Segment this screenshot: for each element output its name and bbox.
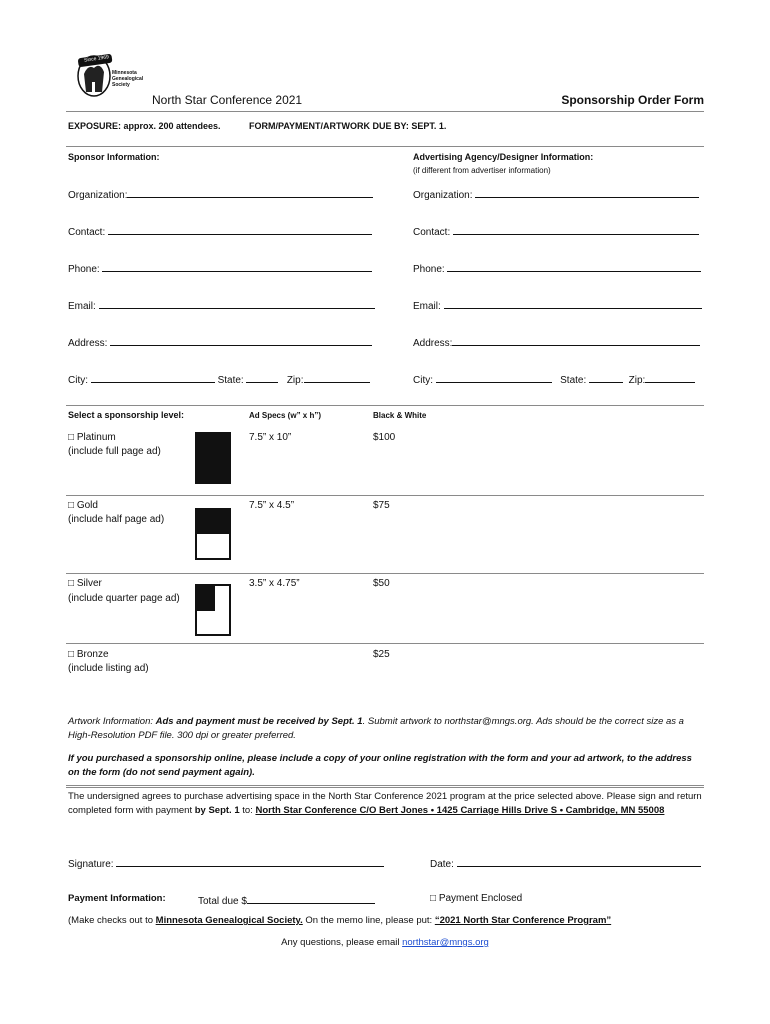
level-name: Silver bbox=[76, 578, 102, 589]
level-rule-3 bbox=[66, 643, 704, 644]
signature-line[interactable] bbox=[116, 856, 384, 867]
sponsor-address-field[interactable] bbox=[68, 335, 372, 349]
mailing-address: North Star Conference C/O Bert Jones • 1425 Carriage Hills Drive S • Cambridge, MN 55008 bbox=[255, 805, 665, 816]
agreement-to: to: bbox=[239, 805, 256, 816]
checks-mid: On the memo line, please put: bbox=[302, 915, 435, 926]
checks-payee: Minnesota Genealogical Society. bbox=[155, 915, 303, 926]
sponsor-city-field[interactable] bbox=[68, 372, 370, 386]
payment-enclosed-checkbox[interactable]: □ Payment Enclosed bbox=[430, 893, 523, 904]
checkbox-icon[interactable]: □ bbox=[68, 578, 75, 589]
sponsor-state-line[interactable] bbox=[246, 372, 278, 383]
ad-quarter-border bbox=[197, 586, 215, 611]
agreement-rule-top-2 bbox=[66, 787, 704, 788]
sponsor-city-line[interactable] bbox=[91, 372, 215, 383]
level-column-header: Select a sponsorship level: bbox=[68, 410, 185, 420]
agency-address-line[interactable] bbox=[452, 335, 700, 346]
agency-organization-label: Organization: bbox=[413, 190, 473, 201]
agreement-text bbox=[68, 790, 706, 818]
sponsor-contact-field[interactable] bbox=[68, 224, 372, 238]
exposure-text: EXPOSURE: approx. 200 attendees. bbox=[68, 121, 221, 131]
ad-size-diagram-half bbox=[195, 508, 231, 560]
sponsor-zip-label: Zip: bbox=[286, 375, 304, 386]
checks-prefix: (Make checks out to bbox=[68, 915, 156, 926]
level-specs: 3.5” x 4.75” bbox=[249, 578, 300, 589]
date-line[interactable] bbox=[457, 856, 701, 867]
sponsor-organization-label: Organization: bbox=[68, 190, 128, 201]
artwork-info bbox=[68, 715, 704, 743]
questions-text: Any questions, please email bbox=[281, 937, 403, 948]
agency-contact-line[interactable] bbox=[453, 224, 699, 235]
bw-column-header: Black & White bbox=[373, 411, 427, 420]
level-price: $50 bbox=[373, 578, 390, 589]
level-platinum[interactable] bbox=[68, 432, 116, 443]
artwork-prefix: Artwork Information: bbox=[68, 716, 156, 727]
agency-state-label: State: bbox=[560, 375, 587, 386]
agency-email-label: Email: bbox=[413, 301, 441, 312]
agency-phone-line[interactable] bbox=[447, 261, 701, 272]
agency-email-field[interactable] bbox=[413, 298, 702, 312]
sponsor-city-label: City: bbox=[68, 375, 88, 386]
agency-contact-field[interactable] bbox=[413, 224, 699, 238]
level-gold[interactable] bbox=[68, 500, 98, 511]
agency-address-field[interactable] bbox=[413, 335, 700, 349]
agency-city-line[interactable] bbox=[436, 372, 552, 383]
ad-size-diagram-quarter bbox=[195, 584, 231, 636]
level-name: Gold bbox=[76, 500, 98, 511]
logo-badge-text: Since 1969 bbox=[83, 54, 110, 64]
date-field[interactable] bbox=[430, 856, 701, 870]
sponsor-organization-field[interactable] bbox=[68, 187, 373, 201]
sponsor-organization-line[interactable] bbox=[127, 187, 373, 198]
level-note: (include full page ad) bbox=[68, 446, 161, 457]
agency-zip-label: Zip: bbox=[628, 375, 646, 386]
contact-email-link[interactable]: northstar@mngs.org bbox=[402, 937, 489, 948]
artwork-deadline: Ads and payment must be received by Sept. 1 bbox=[155, 716, 363, 727]
payment-label: Payment Information: bbox=[68, 893, 166, 904]
sponsor-phone-line[interactable] bbox=[102, 261, 372, 272]
level-name: Platinum bbox=[76, 432, 116, 443]
ad-fill bbox=[197, 434, 229, 482]
sponsor-heading: Sponsor Information: bbox=[68, 152, 160, 162]
checkbox-icon[interactable]: □ bbox=[68, 649, 75, 660]
date-label: Date: bbox=[430, 859, 454, 870]
agency-heading: Advertising Agency/Designer Information: bbox=[413, 152, 594, 162]
questions-line bbox=[0, 937, 770, 948]
ad-fill bbox=[197, 510, 229, 534]
agreement-body: The undersigned agrees to purchase advertising space in the North Star Conference 2021 program at the price selected above. Please sign and return completed form with payment bbox=[68, 791, 702, 816]
agency-city-label: City: bbox=[413, 375, 433, 386]
level-silver[interactable] bbox=[68, 578, 102, 589]
agreement-due: by Sept. 1 bbox=[194, 805, 240, 816]
level-price: $75 bbox=[373, 500, 390, 511]
specs-column-header: Ad Specs (w” x h”) bbox=[249, 411, 322, 420]
sponsor-address-label: Address: bbox=[68, 338, 108, 349]
level-price: $25 bbox=[373, 649, 390, 660]
agency-email-line[interactable] bbox=[444, 298, 702, 309]
society-logo bbox=[72, 52, 152, 100]
agency-organization-field[interactable] bbox=[413, 187, 699, 201]
level-rule-1 bbox=[66, 495, 704, 496]
agency-state-line[interactable] bbox=[589, 372, 623, 383]
form-title: Sponsorship Order Form bbox=[561, 93, 704, 107]
artwork-details: . Submit artwork to northstar@mngs.org. Ads should be the correct size as a High-Resolution PDF file. 300 dpi or greater preferred. bbox=[68, 716, 684, 741]
sponsor-contact-line[interactable] bbox=[108, 224, 372, 235]
signature-label: Signature: bbox=[68, 859, 114, 870]
checks-instructions bbox=[68, 915, 611, 926]
section-rule-2 bbox=[66, 405, 704, 406]
total-due-line[interactable] bbox=[247, 893, 375, 904]
agency-phone-label: Phone: bbox=[413, 264, 445, 275]
sponsor-email-field[interactable] bbox=[68, 298, 375, 312]
checks-memo: “2021 North Star Conference Program” bbox=[434, 915, 612, 926]
level-specs: 7.5” x 4.5” bbox=[249, 500, 295, 511]
sponsor-email-label: Email: bbox=[68, 301, 96, 312]
ad-size-diagram-full bbox=[195, 432, 231, 484]
agency-organization-line[interactable] bbox=[475, 187, 699, 198]
level-note: (include half page ad) bbox=[68, 514, 165, 525]
sponsor-zip-line[interactable] bbox=[304, 372, 370, 383]
sponsor-phone-label: Phone: bbox=[68, 264, 100, 275]
agency-contact-label: Contact: bbox=[413, 227, 451, 238]
agency-subheading: (if different from advertiser information) bbox=[413, 166, 551, 175]
level-price: $100 bbox=[373, 432, 396, 443]
signature-field[interactable] bbox=[68, 856, 384, 870]
agreement-rule-top bbox=[66, 785, 704, 786]
conference-title: North Star Conference 2021 bbox=[152, 93, 303, 107]
sponsor-phone-field[interactable] bbox=[68, 261, 372, 275]
level-note: (include listing ad) bbox=[68, 663, 149, 674]
level-bronze[interactable] bbox=[68, 649, 109, 660]
online-purchase-note: If you purchased a sponsorship online, please include a copy of your online registration with the form and your ad artwork, to the address on the form (do not send payment again). bbox=[68, 753, 692, 778]
due-text: FORM/PAYMENT/ARTWORK DUE BY: SEPT. 1. bbox=[249, 121, 447, 131]
checkbox-icon[interactable]: □ bbox=[68, 432, 75, 443]
sponsor-state-label: State: bbox=[217, 375, 244, 386]
total-due-field[interactable] bbox=[198, 893, 375, 907]
header-rule bbox=[66, 111, 704, 112]
sponsor-contact-label: Contact: bbox=[68, 227, 106, 238]
checkbox-icon[interactable]: □ bbox=[68, 500, 75, 511]
sponsor-address-line[interactable] bbox=[110, 335, 372, 346]
sponsor-email-line[interactable] bbox=[99, 298, 375, 309]
logo-org-text: Minnesota Genealogical Society bbox=[112, 70, 144, 88]
level-rule-2 bbox=[66, 573, 704, 574]
section-rule-1 bbox=[66, 146, 704, 147]
total-due-label: Total due $ bbox=[198, 896, 247, 907]
agency-address-label: Address: bbox=[413, 338, 453, 349]
level-name: Bronze bbox=[76, 649, 109, 660]
agency-city-field[interactable] bbox=[413, 372, 695, 386]
agency-zip-line[interactable] bbox=[645, 372, 695, 383]
level-note: (include quarter page ad) bbox=[68, 593, 180, 604]
level-specs: 7.5” x 10” bbox=[249, 432, 292, 443]
agency-phone-field[interactable] bbox=[413, 261, 701, 275]
